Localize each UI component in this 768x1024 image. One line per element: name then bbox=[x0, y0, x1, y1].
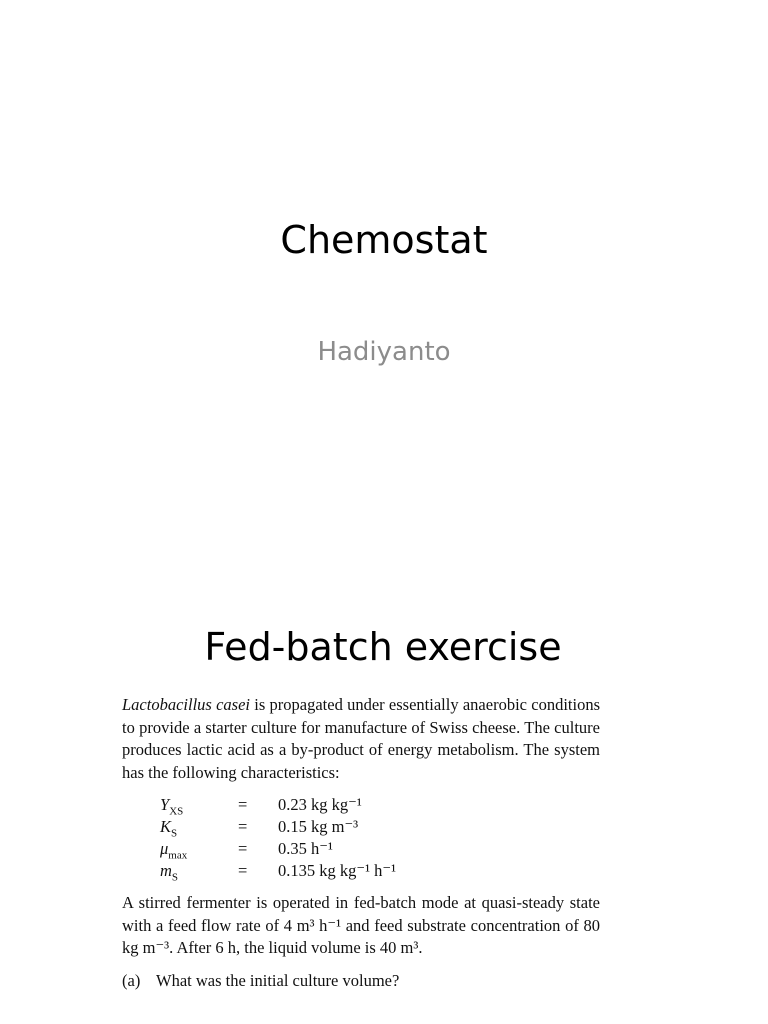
parameter-list bbox=[160, 794, 600, 882]
question-item bbox=[122, 970, 600, 993]
parameter-symbol: $K_S$ bbox=[160, 817, 178, 840]
parameter-row-yield bbox=[160, 794, 600, 816]
problem-text bbox=[122, 694, 600, 992]
parameter-value: 0.35 h⁻¹ bbox=[278, 839, 333, 858]
parameter-symbol: $\mu_{max}$ bbox=[160, 839, 188, 862]
parameter-symbol: $Y_{XS}$ bbox=[160, 795, 184, 818]
organism-name: Lactobacillus casei bbox=[122, 695, 250, 714]
equals-sign: = bbox=[238, 839, 248, 858]
slide-subtitle: Hadiyanto bbox=[317, 337, 451, 367]
question-list bbox=[122, 970, 600, 993]
exercise-title: Fed-batch exercise bbox=[204, 625, 562, 669]
intro-text: is propagated under essentially anaerobic conditions to provide a starter culture for manufacture of Swiss cheese. The culture produces lactic acid as a by-product of energy metabolism. The system has the following characteristics: bbox=[122, 695, 600, 782]
parameter-value: 0.15 kg m⁻³ bbox=[278, 817, 359, 836]
parameter-symbol: $m_S$ bbox=[160, 861, 179, 884]
problem-paragraph: A stirred fermenter is operated in fed-batch mode at quasi-steady state with a feed flow rate of 4 m³ h⁻¹ and feed substrate concentration of 80 kg m⁻³. After 6 h, the liquid volume is 40 m³. bbox=[122, 893, 600, 957]
equals-sign: = bbox=[238, 795, 248, 814]
question-text: What was the initial culture volume? bbox=[156, 970, 400, 990]
parameter-value: 0.23 kg kg⁻¹ bbox=[278, 795, 362, 814]
parameter-value: 0.135 kg kg⁻¹ h⁻¹ bbox=[278, 861, 397, 880]
problem-intro bbox=[122, 694, 600, 784]
question-label: (a) bbox=[122, 970, 141, 990]
parameter-row-ms bbox=[160, 860, 600, 882]
equals-sign: = bbox=[238, 817, 248, 836]
parameter-row-mumax bbox=[160, 838, 600, 860]
equals-sign: = bbox=[238, 861, 248, 880]
slide-title: Chemostat bbox=[280, 218, 488, 262]
parameter-row-ks bbox=[160, 816, 600, 838]
